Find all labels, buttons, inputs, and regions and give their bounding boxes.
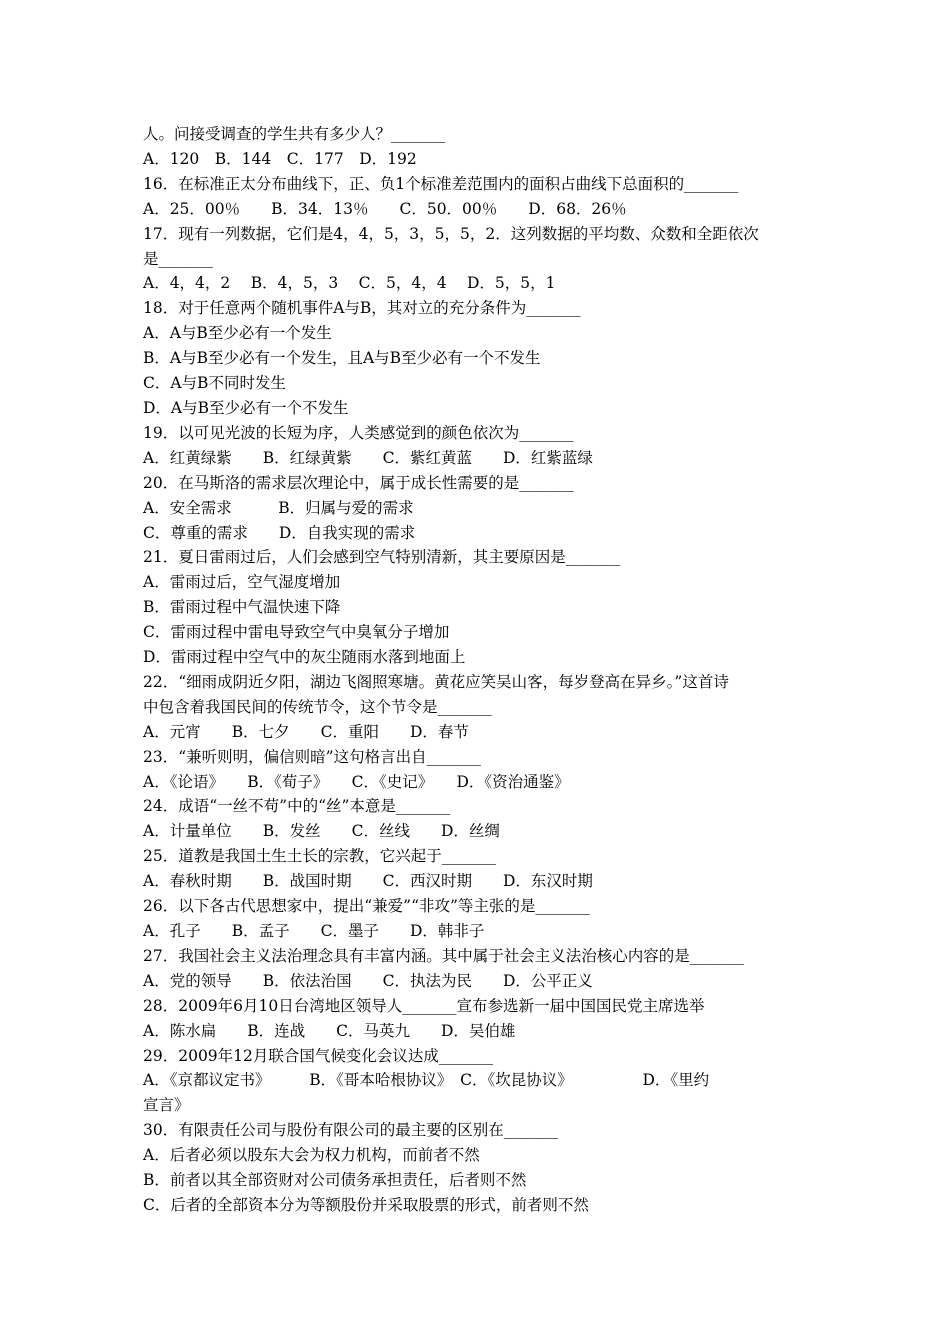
text-line: 17．现有一列数据，它们是4，4，5，3，5，5，2．这列数据的平均数、众数和全距依次 (143, 224, 759, 243)
text-line: D．A与B至少必有一个不发生 (143, 398, 349, 417)
text-line: A．《京都议定书》 B．《哥本哈根协议》 C．《坎昆协议》 D．《里约 (143, 1071, 710, 1090)
text-line: A．A与B至少必有一个发生 (143, 324, 332, 343)
text-line: A．党的领导 B．依法治国 C．执法为民 D．公平正义 (143, 971, 593, 990)
text-line: A．安全需求 B．归属与爱的需求 (143, 498, 414, 517)
text-line: 21．夏日雷雨过后，人们会感到空气特别清新，其主要原因是_______ (143, 548, 620, 567)
text-line: A．计量单位 B．发丝 C．丝线 D．丝绸 (143, 822, 500, 841)
text-line: C．A与B不同时发生 (143, 374, 286, 393)
text-line: 24．成语“一丝不苟”中的“丝”本意是_______ (143, 797, 451, 816)
text-line: 是_______ (143, 249, 213, 268)
text-line: B．前者以其全部资财对公司债务承担责任，后者则不然 (143, 1171, 527, 1190)
text-line: A．120 B．144 C．177 D．192 (143, 149, 417, 168)
text-line: C．尊重的需求 D．自我实现的需求 (143, 523, 416, 542)
text-line: 18．对于任意两个随机事件A与B，其对立的充分条件为_______ (143, 299, 581, 318)
text-line: 宣言》 (143, 1096, 190, 1115)
text-line: B．雷雨过程中气温快速下降 (143, 598, 341, 617)
text-line: A．红黄绿紫 B．红绿黄紫 C．紫红黄蓝 D．红紫蓝绿 (143, 448, 593, 467)
text-line: 27．我国社会主义法治理念具有丰富内涵。其中属于社会主义法治核心内容的是_______ (143, 946, 744, 965)
text-line: 人。问接受调查的学生共有多少人？_______ (143, 125, 446, 143)
document-page (143, 122, 808, 1218)
text-line: A．孔子 B．孟子 C．墨子 D．韩非子 (143, 922, 485, 940)
text-line: C．后者的全部资本分为等额股份并采取股票的形式，前者则不然 (143, 1195, 589, 1214)
text-line: A．25．00％ B．34．13％ C．50．00％ D．68．26％ (143, 199, 627, 218)
text-line: 19．以可见光波的长短为序，人类感觉到的颜色依次为_______ (143, 423, 574, 442)
text-line: A．雷雨过后，空气湿度增加 (143, 573, 341, 592)
text-line: C．雷雨过程中雷电导致空气中臭氧分子增加 (143, 623, 450, 642)
text-line: 25．道教是我国土生土长的宗教，它兴起于_______ (143, 847, 496, 866)
text-line: 16．在标准正太分布曲线下，正、负1个标准差范围内的面积占曲线下总面积的_______ (143, 174, 739, 193)
text-line: 23．“兼听则明，偏信则暗”这句格言出自_______ (143, 747, 481, 766)
text-line: 20．在马斯洛的需求层次理论中，属于成长性需要的是_______ (143, 473, 574, 492)
text-line: 29．2009年12月联合国气候变化会议达成_______ (143, 1046, 494, 1065)
text-line: 30．有限责任公司与股份有限公司的最主要的区别在_______ (143, 1121, 558, 1140)
text-line: D．雷雨过程中空气中的灰尘随雨水落到地面上 (143, 648, 466, 667)
text-line: A．陈水扁 B．连战 C．马英九 D．吴伯雄 (143, 1021, 516, 1040)
text-line: A．《论语》 B．《荀子》 C．《史记》 D．《资治通鉴》 (143, 772, 570, 791)
text-line: A．4，4，2 B．4，5，3 C．5，4，4 D．5，5，1 (143, 274, 556, 293)
text-line: 22．“细雨成阴近夕阳，湖边飞阁照寒塘。黄花应笑吴山客，每岁登高在异乡。”这首诗 (143, 672, 729, 691)
text-line: 28．2009年6月10日台湾地区领导人_______宣布参选新一届中国国民党主席选举 (143, 996, 705, 1015)
text-line: 中包含着我国民间的传统节令，这个节令是_______ (143, 697, 492, 716)
text-line: A．元宵 B．七夕 C．重阳 D．春节 (143, 722, 469, 741)
text-line: A．春秋时期 B．战国时期 C．西汉时期 D．东汉时期 (143, 872, 593, 891)
text-line: 26．以下各古代思想家中，提出“兼爱”“非攻”等主张的是_______ (143, 897, 590, 916)
text-line: A．后者必须以股东大会为权力机构，而前者不然 (143, 1146, 480, 1165)
text-line: B．A与B至少必有一个发生，且A与B至少必有一个不发生 (143, 349, 541, 368)
